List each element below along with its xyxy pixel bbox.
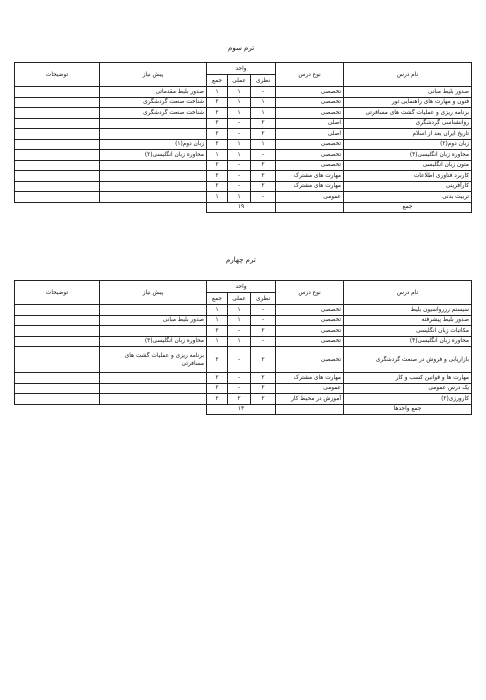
course-row (15, 97, 472, 108)
prerequisite (100, 160, 207, 171)
theory-units: - (251, 315, 276, 326)
course-row (15, 315, 472, 326)
total-units: ۱ (207, 192, 228, 203)
theory-units: - (251, 150, 276, 161)
header-course-type: نوع درس (276, 63, 344, 87)
notes (15, 118, 100, 129)
total-units: ۲ (207, 97, 228, 108)
total-units: ۱ (207, 336, 228, 347)
notes (15, 129, 100, 140)
course-row (15, 394, 472, 405)
prerequisite: محاوره زبان انگلیسی(۳) (100, 336, 207, 347)
course-row (15, 336, 472, 347)
course-row (15, 108, 472, 119)
course-name: سیستم رزرواسیون بلیط (344, 305, 472, 316)
total-units: ۲ (207, 139, 228, 150)
header-course-name: نام درس (344, 63, 472, 87)
prerequisite (100, 394, 207, 405)
course-name: فنون و مهارت های راهنمایی تور (344, 97, 472, 108)
course-row (15, 181, 472, 192)
total-units: ۱ (207, 315, 228, 326)
prerequisite (100, 171, 207, 182)
total-units: ۲ (207, 347, 228, 373)
course-row (15, 383, 472, 394)
header-total: جمع (207, 75, 228, 87)
course-name: محاوره زبان انگلیسی(۴) (344, 336, 472, 347)
prerequisite (100, 373, 207, 384)
course-type: تخصصی (276, 97, 344, 108)
notes (15, 160, 100, 171)
prerequisite: شناخت صنعت گردشگری (100, 108, 207, 119)
total-units: ۲ (207, 181, 228, 192)
total-units: ۲ (207, 394, 228, 405)
total-units: ۲ (207, 326, 228, 337)
notes (15, 315, 100, 326)
theory-units: ۲ (251, 181, 276, 192)
theory-units: ۱ (251, 108, 276, 119)
total-units: ۲ (207, 129, 228, 140)
header-total: جمع (207, 293, 228, 305)
header-theory: نظری (251, 293, 276, 305)
theory-units: ۲ (251, 129, 276, 140)
course-row (15, 171, 472, 182)
notes (15, 139, 100, 150)
course-row (15, 326, 472, 337)
course-row (15, 347, 472, 373)
prerequisite: برنامه ریزی و عملیات گشت های مسافرتی (100, 347, 207, 373)
course-name: کارآفرینی (344, 181, 472, 192)
theory-units: ۱ (251, 97, 276, 108)
course-type: تخصصی (276, 139, 344, 150)
prerequisite (100, 383, 207, 394)
prerequisite: زبان دوم(۱) (100, 139, 207, 150)
course-row (15, 373, 472, 384)
theory-units: ۲ (251, 326, 276, 337)
total-units: ۱ (207, 150, 228, 161)
practical-units: ۱ (228, 305, 251, 316)
notes (15, 383, 100, 394)
theory-units: ۲ (251, 394, 276, 405)
header-prerequisite: پیش نیاز (100, 281, 207, 305)
practical-units: ۱ (228, 150, 251, 161)
practical-units: ۲ (228, 394, 251, 405)
practical-units: - (228, 181, 251, 192)
course-type: تخصصی (276, 315, 344, 326)
prerequisite: محاوره زبان انگلیسی(۲) (100, 150, 207, 161)
term4-course-table (14, 280, 472, 415)
sum-label: جمع (344, 202, 472, 212)
header-course-name: نام درس (344, 281, 472, 305)
course-type: تخصصی (276, 150, 344, 161)
prerequisite: صدور بلیط مقدماتی (100, 87, 207, 98)
course-name: کاربرد فناوری اطلاعات (344, 171, 472, 182)
practical-units: - (228, 171, 251, 182)
course-type: تخصصی (276, 336, 344, 347)
term3-title: ترم سوم (228, 44, 255, 52)
practical-units: - (228, 118, 251, 129)
course-type: تخصصی (276, 347, 344, 373)
practical-units: - (228, 373, 251, 384)
course-type: تخصصی (276, 108, 344, 119)
course-name: متون زبان انگلیسی (344, 160, 472, 171)
header-units: واحد (207, 281, 276, 293)
total-units: ۲ (207, 160, 228, 171)
practical-units: ۱ (228, 139, 251, 150)
total-units: ۲ (207, 373, 228, 384)
course-row (15, 139, 472, 150)
practical-units: ۱ (228, 192, 251, 203)
course-name: محاوره زبان انگلیسی(۳) (344, 150, 472, 161)
practical-units: ۱ (228, 108, 251, 119)
prerequisite (100, 129, 207, 140)
header-notes: توضیحات (15, 281, 100, 305)
course-name: صدور بلیط پیشرفته (344, 315, 472, 326)
course-name: روانشناسی گردشگری (344, 118, 472, 129)
notes (15, 171, 100, 182)
practical-units: - (228, 129, 251, 140)
course-type: تخصصی (276, 326, 344, 337)
prerequisite (100, 326, 207, 337)
prerequisite: شناخت صنعت گردشگری (100, 97, 207, 108)
notes (15, 97, 100, 108)
course-type: مهارت های مشترک (276, 181, 344, 192)
practical-units: - (228, 347, 251, 373)
course-type: آموزش در محیط کار (276, 394, 344, 405)
course-row (15, 129, 472, 140)
total-units: ۲ (207, 118, 228, 129)
practical-units: - (228, 383, 251, 394)
course-row (15, 305, 472, 316)
course-name: تاریخ ایران بعد از اسلام (344, 129, 472, 140)
total-units: ۱ (207, 305, 228, 316)
theory-units: - (251, 336, 276, 347)
sum-spacer (276, 202, 344, 212)
course-type: مهارت های مشترک (276, 373, 344, 384)
course-name: صدور بلیط مبانی (344, 87, 472, 98)
total-units: ۲ (207, 383, 228, 394)
notes (15, 347, 100, 373)
header-course-type: نوع درس (276, 281, 344, 305)
theory-units: ۲ (251, 347, 276, 373)
theory-units: ۱ (251, 139, 276, 150)
prerequisite: صدور بلیط مبانی (100, 315, 207, 326)
course-type: تخصصی (276, 160, 344, 171)
notes (15, 394, 100, 405)
sum-spacer (276, 404, 344, 414)
course-name: کارورزی(۲) (344, 394, 472, 405)
notes (15, 336, 100, 347)
course-name: تربیت بدنی (344, 192, 472, 203)
notes (15, 326, 100, 337)
practical-units: ۱ (228, 97, 251, 108)
prerequisite (100, 192, 207, 203)
course-row (15, 87, 472, 98)
header-practical: عملی (228, 293, 251, 305)
course-name: مکاتبات زبان انگلیسی (344, 326, 472, 337)
header-units: واحد (207, 63, 276, 75)
course-name: یک درس عمومی (344, 383, 472, 394)
header-notes: توضیحات (15, 63, 100, 87)
course-name: برنامه ریزی و عملیات گشت های مسافرتی (344, 108, 472, 119)
practical-units: ۱ (228, 87, 251, 98)
course-type: عمومی (276, 192, 344, 203)
course-name: بازاریابی و فروش در صنعت گردشگری (344, 347, 472, 373)
course-row (15, 118, 472, 129)
course-type: عمومی (276, 383, 344, 394)
course-type: تخصصی (276, 87, 344, 98)
notes (15, 150, 100, 161)
course-name: زبان دوم(۲) (344, 139, 472, 150)
term3-course-table (14, 62, 472, 213)
course-row (15, 192, 472, 203)
notes (15, 108, 100, 119)
notes (15, 181, 100, 192)
course-type: مهارت های مشترک (276, 171, 344, 182)
total-units: ۲ (207, 108, 228, 119)
theory-units: ۲ (251, 383, 276, 394)
total-units: ۲ (207, 171, 228, 182)
prerequisite (100, 118, 207, 129)
notes (15, 192, 100, 203)
sum-label: جمع واحدها (344, 404, 472, 414)
course-type: تخصصی (276, 305, 344, 316)
term4-title: ترم چهارم (226, 256, 256, 264)
header-prerequisite: پیش نیاز (100, 63, 207, 87)
practical-units: ۱ (228, 315, 251, 326)
practical-units: - (228, 326, 251, 337)
course-name: مهارت ها و قوانین کسب و کار (344, 373, 472, 384)
notes (15, 87, 100, 98)
theory-units: - (251, 87, 276, 98)
theory-units: ۲ (251, 373, 276, 384)
theory-units: ۲ (251, 160, 276, 171)
course-type: اصلی (276, 118, 344, 129)
course-type: اصلی (276, 129, 344, 140)
total-units: ۱ (207, 87, 228, 98)
theory-units: ۲ (251, 171, 276, 182)
prerequisite (100, 305, 207, 316)
header-theory: نظری (251, 75, 276, 87)
practical-units: ۱ (228, 336, 251, 347)
notes (15, 305, 100, 316)
prerequisite (100, 181, 207, 192)
theory-units: ۲ (251, 118, 276, 129)
notes (15, 373, 100, 384)
sum-value: ۱۹ (207, 202, 276, 212)
course-row (15, 150, 472, 161)
practical-units: - (228, 160, 251, 171)
course-row (15, 160, 472, 171)
theory-units: - (251, 305, 276, 316)
header-practical: عملی (228, 75, 251, 87)
sum-value: ۱۳ (207, 404, 276, 414)
theory-units: - (251, 192, 276, 203)
